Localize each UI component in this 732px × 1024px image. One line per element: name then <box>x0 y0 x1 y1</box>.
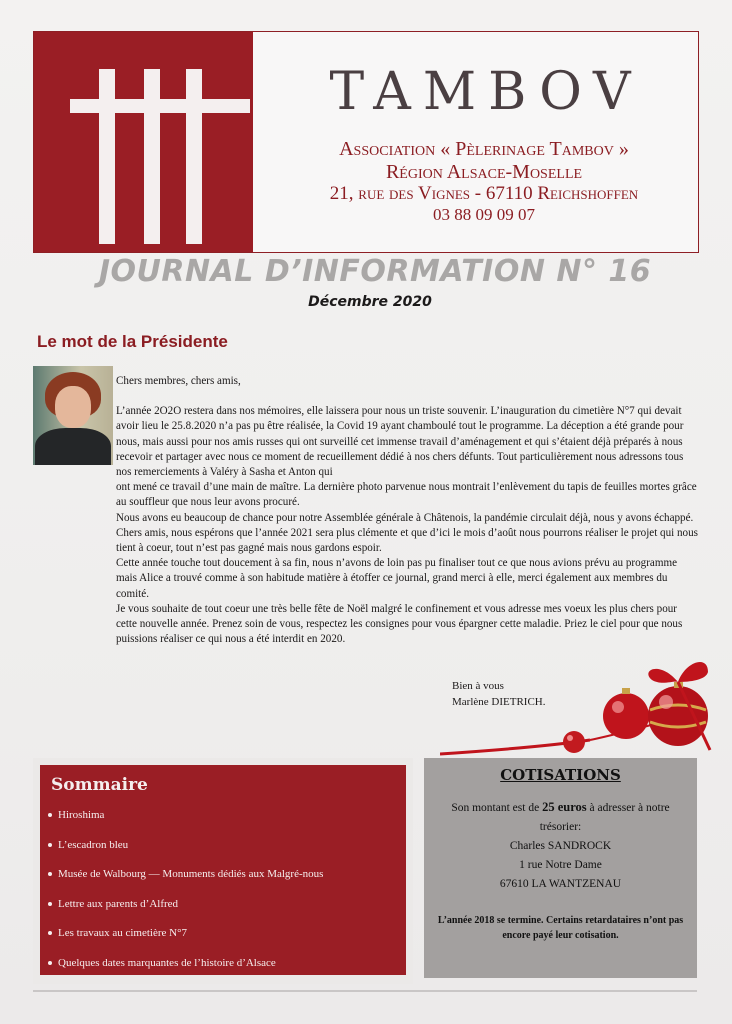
treasurer-street: 1 rue Notre Dame <box>519 859 602 871</box>
letter-paragraph: Cette année touche tout doucement à sa fin, nous n’avons de loin pas pu finaliser tout ce que nous avions prévu au programme mais Alice a trouvé comme à son habitude matière à étoffer ce journal, grand merci à elle, merci également aux membres du comité. <box>116 557 678 600</box>
masthead <box>33 31 699 253</box>
association-name: Association « Pèlerinage Tambov » <box>339 138 629 160</box>
fees-body: Son montant est de 25 euros à adresser à notre trésorier: Charles SANDROCK 1 rue Notre Dame 67610 LA WANTZENAU <box>432 798 689 894</box>
signature-name: Marlène DIETRICH. <box>452 696 546 708</box>
fees-note: L’année 2018 se termine. Certains retardataires n’ont pas encore payé leur cotisation. <box>437 915 684 941</box>
toc-item: L’escadron bleu <box>48 839 323 869</box>
bullet-icon <box>48 813 52 817</box>
association-phone: 03 88 09 09 07 <box>433 205 535 224</box>
bullet-icon <box>48 902 52 906</box>
toc-item: Hiroshima <box>48 809 323 839</box>
bullet-icon <box>48 961 52 965</box>
table-of-contents <box>33 758 413 984</box>
toc-item: Quelques dates marquantes de l’histoire d’Alsace <box>48 957 323 987</box>
letter-paragraph: ont mené ce travail d’une main de maître. La dernière photo parvenue nous montrait l’enlèvement du tapis de feuilles mortes grâce au souffleur que nous leur avons procuré. <box>116 481 697 509</box>
bullet-icon <box>48 872 52 876</box>
bullet-icon <box>48 843 52 847</box>
letter-paragraph: Nous avons eu beaucoup de chance pour notre Assemblée générale à Châtenois, la pandémie circulait déjà, nous y avons échappé. <box>116 511 694 524</box>
toc-list <box>48 809 323 986</box>
president-photo <box>33 366 113 465</box>
fees-amount: 25 euros <box>542 800 587 814</box>
masthead-title: TAMBOV <box>329 62 643 122</box>
toc-item: Les travaux au cimetière N°7 <box>48 927 323 957</box>
cross-logo <box>34 32 253 252</box>
section-title-mot: Le mot de la Présidente <box>37 332 228 351</box>
letter-greeting: Chers membres, chers amis, <box>116 375 241 387</box>
signature-closing: Bien à vous <box>452 680 504 692</box>
toc-item: Musée de Walbourg — Monuments dédiés aux Malgré-nous <box>48 868 323 898</box>
letter-paragraph: L’année 2O2O restera dans nos mémoires, elle laissera pour nous un triste souvenir. L’inauguration du cimetière N°7 qui devait avoir lieu le 25.8.2020 n’a pas pu être réalisée, la Covid 19 ayant chamboulé tout le programme. La déception a été grande pour nous, mais aussi pour nos amis russes qui ont surveillé cet immense travail d’aménagement et qui s’étaient déjà préparés à nous recevoir et partager avec nous ce moment de recueillement dédié à nos chers défunts. Tout particulièrement nous adressons tous nos remerciements à Valéry à Sasha et Anton qui <box>116 405 684 479</box>
association-address: 21, rue des Vignes - 67110 Reichshoffen <box>329 183 639 204</box>
fees-title: COTISATIONS <box>500 766 621 784</box>
bullet-icon <box>48 931 52 935</box>
divider <box>33 990 697 992</box>
toc-item: Lettre aux parents d’Alfred <box>48 898 323 928</box>
letter-paragraph: Je vous souhaite de tout coeur une très belle fête de Noël malgré le confinement et vous adresse mes voeux les plus chers pour cette nouvelle année. Prenez soin de vous, respectez les consignes pour vous épargner cette maladie. Priez le ciel pour que nous puissions réaliser ce qui nous a été interdit en 2020. <box>116 602 683 646</box>
letter-paragraph: Chers amis, nous espérons que l’année 2021 sera plus clémente et que d’ici le mois d’août nous pourrons réaliser le projet qui nous tient à coeur, tout n’est pas gagné mais nous gardons espoir. <box>116 526 698 555</box>
treasurer-city: 67610 LA WANTZENAU <box>499 878 622 890</box>
treasurer-name: Charles SANDROCK <box>509 840 612 852</box>
association-region: Région Alsace-Moselle <box>385 161 583 183</box>
president-letter <box>116 374 698 647</box>
journal-title: JOURNAL D’INFORMATION N° 16 <box>98 254 652 289</box>
christmas-ornaments-icon <box>440 650 730 760</box>
membership-fees-box <box>424 758 697 978</box>
journal-date: Décembre 2020 <box>308 294 432 310</box>
toc-title: Sommaire <box>51 775 148 795</box>
